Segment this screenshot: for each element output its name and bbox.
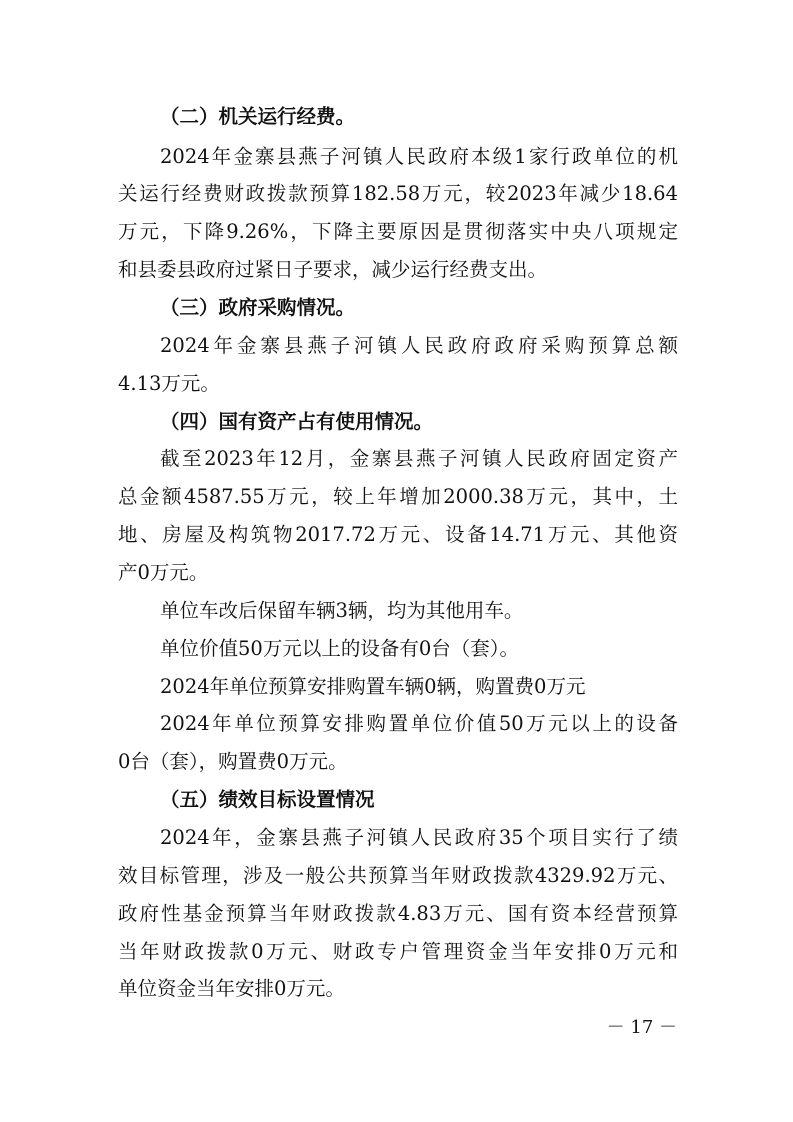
paragraph-line: 截至2023年12月，金寨县燕子河镇人民政府固定资产 xyxy=(160,447,678,470)
page-number: － 17 － xyxy=(606,1017,677,1038)
paragraph-equipment: 单位价值50万元以上的设备有0台（套）。 xyxy=(160,637,519,660)
paragraph-line: 当年财政拨款0万元、财政专户管理资金当年安排0万元和 xyxy=(118,940,678,963)
paragraph-line: 关运行经费财政拨款预算182.58万元，较2023年减少18.64 xyxy=(118,182,678,205)
section-heading-operating-expenses: （二）机关运行经费。 xyxy=(160,105,356,128)
paragraph-line: 效目标管理，涉及一般公共预算当年财政拨款4329.92万元、 xyxy=(118,864,678,887)
paragraph-line: 2024年金寨县燕子河镇人民政府政府采购预算总额 xyxy=(160,334,678,357)
paragraph-line: 政府性基金预算当年财政拨款4.83万元、国有资本经营预算 xyxy=(118,902,678,925)
paragraph-line: 总金额4587.55万元，较上年增加2000.38万元，其中，土 xyxy=(118,485,678,508)
paragraph-line: 单位资金当年安排0万元。 xyxy=(118,977,345,1000)
paragraph-line: 2024年，金寨县燕子河镇人民政府35个项目实行了绩 xyxy=(160,826,678,849)
paragraph-vehicles: 单位车改后保留车辆3辆，均为其他用车。 xyxy=(160,599,524,622)
paragraph-vehicle-purchase: 2024年单位预算安排购置车辆0辆，购置费0万元 xyxy=(160,675,586,698)
section-heading-state-assets: （四）国有资产占有使用情况。 xyxy=(160,410,434,433)
paragraph-line: 2024年金寨县燕子河镇人民政府本级1家行政单位的机 xyxy=(160,145,678,168)
paragraph-line: 2024年单位预算安排购置单位价值50万元以上的设备 xyxy=(160,712,678,735)
paragraph-line: 地、房屋及构筑物2017.72万元、设备14.71万元、其他资 xyxy=(118,523,678,546)
section-heading-performance-targets: （五）绩效目标设置情况 xyxy=(160,788,375,811)
paragraph-line: 0台（套），购置费0万元。 xyxy=(118,750,348,773)
paragraph-line: 4.13万元。 xyxy=(118,372,220,395)
paragraph-line: 产0万元。 xyxy=(118,561,209,584)
paragraph-line: 和县委县政府过紧日子要求，减少运行经费支出。 xyxy=(118,258,548,281)
paragraph-line: 万元，下降9.26%，下降主要原因是贯彻落实中央八项规定 xyxy=(118,220,678,243)
section-heading-procurement: （三）政府采购情况。 xyxy=(160,296,356,319)
